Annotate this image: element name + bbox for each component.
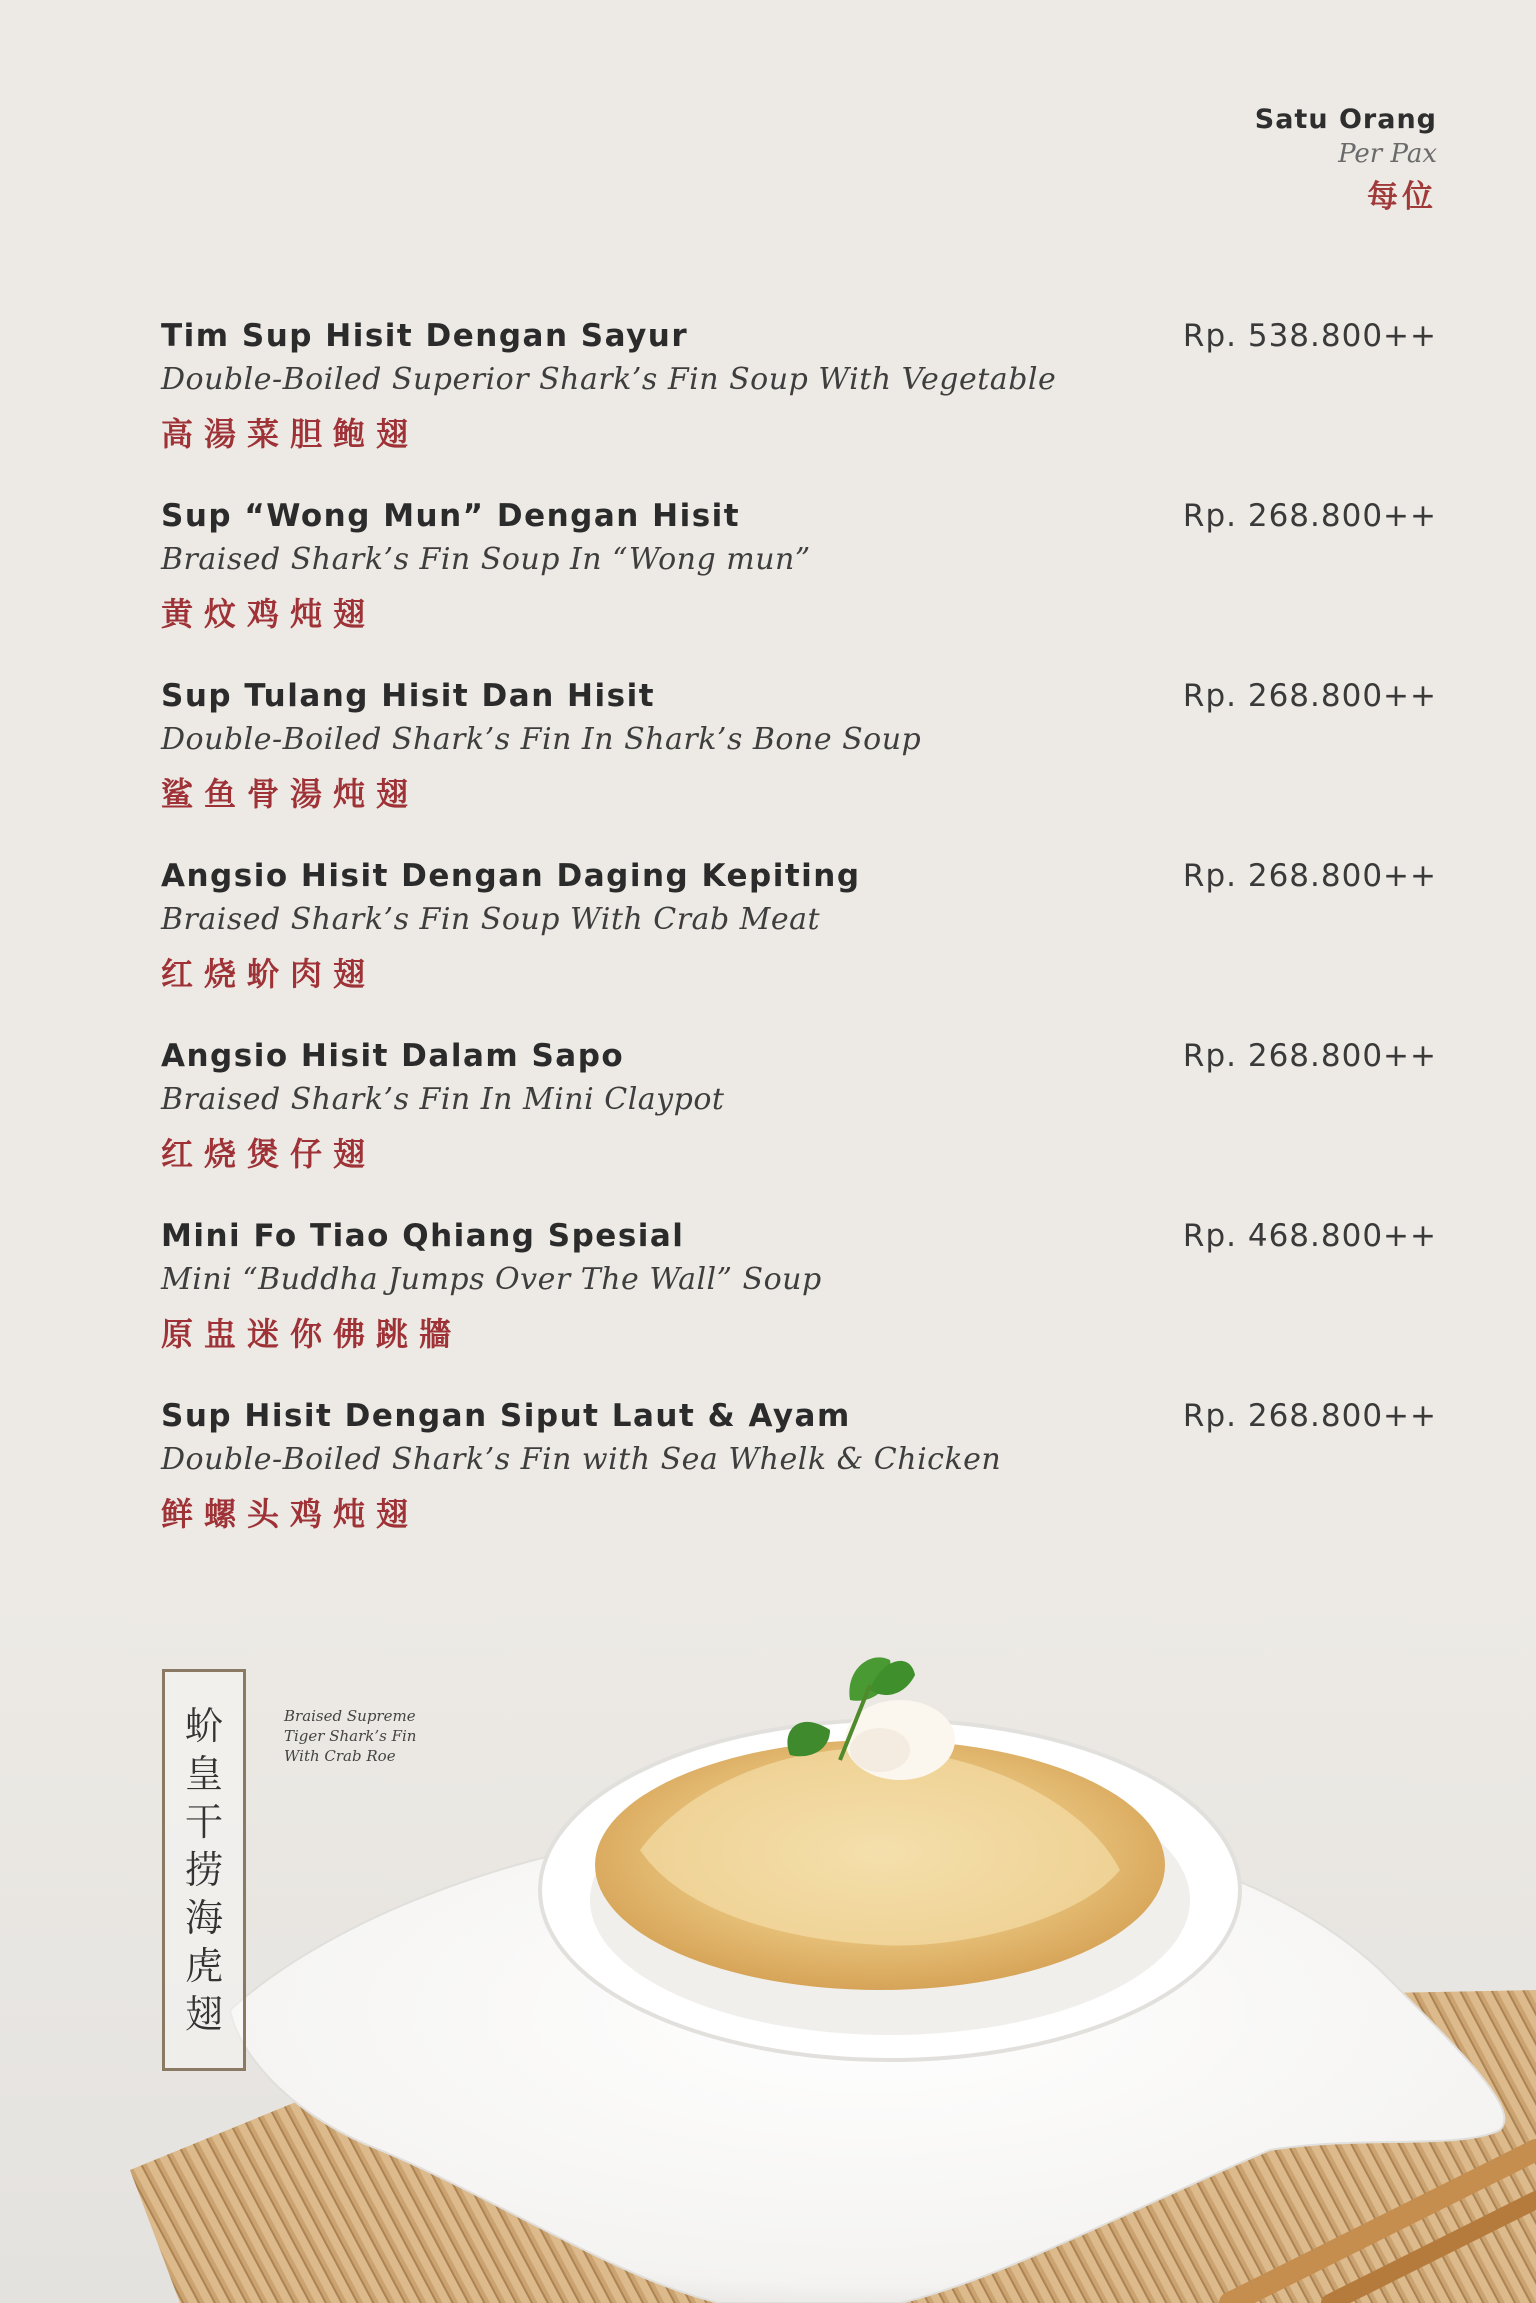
menu-item-price: Rp. 268.800++	[1182, 1038, 1437, 1074]
caption-char: 蚧	[184, 1704, 223, 1748]
per-pax-label-zh: 每位	[1367, 179, 1437, 215]
menu-item-description: Braised Shark’s Fin In Mini Claypot	[161, 1082, 725, 1117]
menu-item-name: Tim Sup Hisit Dengan Sayur	[161, 318, 689, 354]
caption-line: With Crab Roe	[284, 1747, 396, 1765]
menu-item-price: Rp. 268.800++	[1182, 858, 1437, 894]
menu-item-name: Sup Hisit Dengan Siput Laut & Ayam	[161, 1398, 851, 1434]
menu-item-name: Angsio Hisit Dalam Sapo	[161, 1038, 625, 1074]
menu-item-description: Double-Boiled Shark’s Fin with Sea Whelk & Chicken	[161, 1442, 1002, 1477]
menu-item-price: Rp. 268.800++	[1182, 498, 1437, 534]
caption-char: 翅	[184, 1992, 223, 2036]
caption-char: 虎	[184, 1944, 223, 1988]
menu-item	[161, 318, 1441, 498]
menu-item-description: Double-Boiled Shark’s Fin In Shark’s Bone Soup	[161, 722, 922, 757]
caption-char: 海	[184, 1896, 223, 1940]
per-pax-header	[1255, 104, 1437, 216]
menu-item	[161, 678, 1441, 858]
caption-line: Braised Supreme	[284, 1707, 416, 1725]
caption-line: Tiger Shark’s Fin	[284, 1727, 417, 1745]
menu-item	[161, 1398, 1441, 1578]
menu-item-name: Angsio Hisit Dengan Daging Kepiting	[161, 858, 861, 894]
menu-item-description: Braised Shark’s Fin Soup With Crab Meat	[161, 902, 821, 937]
menu-item-description: Braised Shark’s Fin Soup In “Wong mun”	[161, 542, 811, 577]
menu-item-chinese-name: 鲨鱼骨湯炖翅	[161, 775, 420, 813]
menu-item-chinese-name: 原盅迷你佛跳牆	[161, 1315, 463, 1353]
menu-item-price: Rp. 468.800++	[1182, 1218, 1437, 1254]
per-pax-label-id: Satu Orang	[1254, 104, 1437, 135]
menu-item-description: Mini “Buddha Jumps Over The Wall” Soup	[161, 1262, 822, 1297]
menu-item-chinese-name: 高湯菜胆鲍翅	[161, 415, 420, 453]
menu-item-price: Rp. 538.800++	[1182, 318, 1437, 354]
caption-char: 皇	[184, 1752, 223, 1796]
menu-item-name: Sup Tulang Hisit Dan Hisit	[161, 678, 656, 714]
menu-item	[161, 1038, 1441, 1218]
dish-caption-english	[284, 1706, 464, 1766]
dish-caption-chinese	[162, 1669, 246, 2071]
menu-item	[161, 858, 1441, 1038]
caption-char: 干	[184, 1800, 223, 1844]
caption-char: 捞	[184, 1848, 223, 1892]
menu-item-price: Rp. 268.800++	[1182, 678, 1437, 714]
menu-item-chinese-name: 红烧蚧肉翅	[161, 955, 377, 993]
menu-item-chinese-name: 红烧煲仔翅	[161, 1135, 377, 1173]
menu-item-chinese-name: 黄炆鸡炖翅	[161, 595, 377, 633]
per-pax-label-en: Per Pax	[1338, 139, 1437, 169]
menu-item	[161, 498, 1441, 678]
menu-item-price: Rp. 268.800++	[1182, 1398, 1437, 1434]
menu-item	[161, 1218, 1441, 1398]
menu-item-description: Double-Boiled Superior Shark’s Fin Soup With Vegetable	[161, 362, 1057, 397]
menu-list	[161, 318, 1441, 1578]
menu-item-name: Mini Fo Tiao Qhiang Spesial	[161, 1218, 685, 1254]
menu-item-name: Sup “Wong Mun” Dengan Hisit	[161, 498, 741, 534]
menu-item-chinese-name: 鲜螺头鸡炖翅	[161, 1495, 420, 1533]
